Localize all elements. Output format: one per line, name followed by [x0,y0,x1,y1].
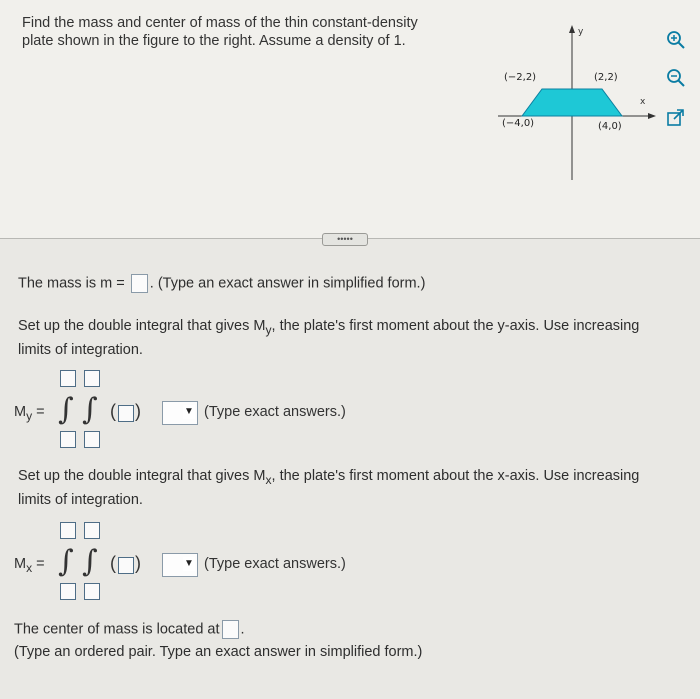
expand-button[interactable]: ••••• [322,233,368,246]
problem-statement [22,14,462,50]
my-outer-upper-limit[interactable] [60,370,76,387]
center-row [14,620,245,639]
point-label-bottom-right: (4,0) [598,121,622,132]
my-integrand-input[interactable] [118,405,134,422]
my-instr-line-2: limits of integration. [18,341,143,358]
dropdown-arrow-icon: ▼ [184,406,194,417]
mx-hint: (Type exact answers.) [204,556,346,572]
mx-outer-upper-limit[interactable] [60,522,76,539]
open-external-icon[interactable] [666,108,686,128]
mass-prefix: The mass is m = [18,275,125,292]
mass-answer-input[interactable] [131,274,148,293]
open-paren: ( [110,553,116,573]
mx-inner-upper-limit[interactable] [84,522,100,539]
mass-hint: . (Type an exact answer in simplified form.) [149,275,426,292]
my-instr-text: Set up the double integral that gives M [18,318,266,334]
y-axis-arrow [569,25,575,33]
dropdown-arrow-icon: ▼ [184,558,194,569]
mx-instr-sub: x [265,472,272,487]
my-outer-lower-limit[interactable] [60,431,76,448]
open-paren: ( [110,401,116,421]
mx-instr-text-2: , the plate's first moment about the x-axis. Use increasing [271,468,640,484]
mx-integral [14,520,414,604]
mx-instr-text: Set up the double integral that gives M [18,468,266,484]
y-axis-label: y [578,27,584,37]
inner-integral-sign: ∫ [82,544,98,579]
center-prefix: The center of mass is located at [14,621,220,638]
my-hint: (Type exact answers.) [204,404,346,420]
mx-differential-dropdown[interactable] [162,553,198,577]
mx-integrand-input[interactable] [118,557,134,574]
x-axis-arrow [648,113,656,119]
mx-instr-line-2: limits of integration. [18,491,143,508]
center-hint: (Type an ordered pair. Type an exact answer in simplified form.) [14,644,423,660]
my-inner-lower-limit[interactable] [84,431,100,448]
mx-outer-lower-limit[interactable] [60,583,76,600]
my-instr-text-2: , the plate's first moment about the y-axis. Use increasing [271,318,640,334]
close-paren: ) [135,401,141,421]
center-period: . [240,621,245,638]
mx-inner-lower-limit[interactable] [84,583,100,600]
problem-line-2: plate shown in the figure to the right. Assume a density of 1. [22,33,406,49]
my-differential-dropdown[interactable] [162,401,198,425]
my-label: $M_y$ = [14,404,45,423]
point-label-top-right: (2,2) [594,72,618,83]
my-integral [14,368,414,452]
mx-label: $M_x$ = [14,556,45,575]
plate-figure [490,22,660,187]
mass-row [18,274,425,293]
inner-integral-sign: ∫ [82,392,98,427]
point-label-bottom-left: (−4,0) [502,118,535,129]
zoom-in-icon[interactable] [666,30,686,50]
mx-instructions [18,466,688,510]
question-panel [0,0,700,238]
outer-integral-sign: ∫ [58,392,74,427]
my-instructions [18,316,688,360]
center-answer-input[interactable] [222,620,239,639]
my-inner-upper-limit[interactable] [84,370,100,387]
point-label-top-left: (−2,2) [504,72,537,83]
outer-integral-sign: ∫ [58,544,74,579]
plate-region [522,89,622,116]
problem-line-1: Find the mass and center of mass of the thin constant-density [22,15,418,31]
x-axis-label: x [640,97,646,107]
my-instr-sub: y [265,322,272,337]
zoom-out-icon[interactable] [666,68,686,88]
close-paren: ) [135,553,141,573]
